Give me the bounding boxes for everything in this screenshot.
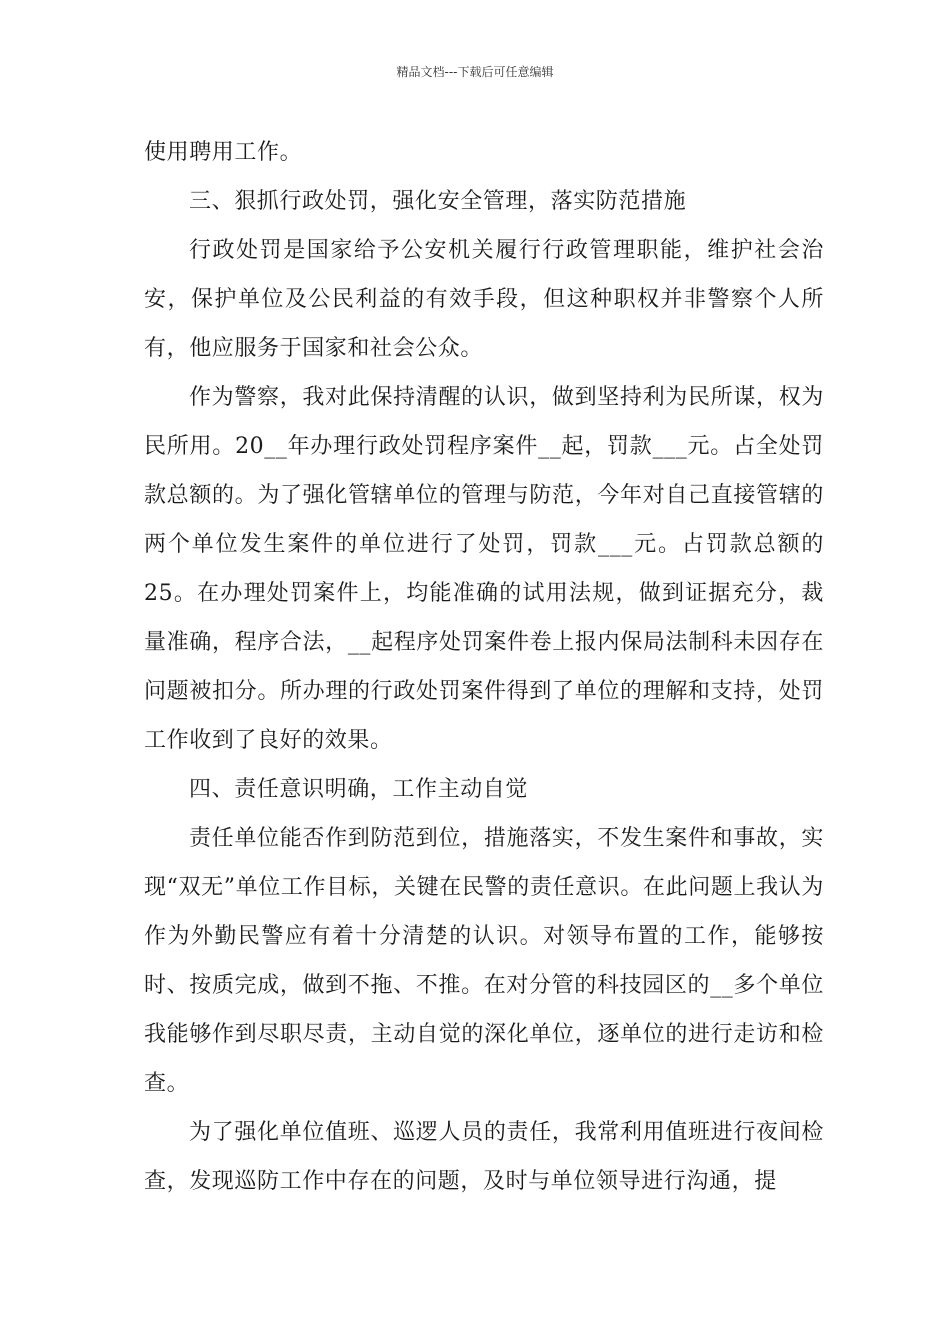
paragraph-continuation: 使用聘用工作。 bbox=[144, 140, 303, 165]
paragraph: 为了强化单位值班、巡逻人员的责任，我常利用值班进行夜间检查，发现巡防工作中存在的问题，及时与单位领导进行沟通，提 bbox=[144, 1120, 824, 1194]
page-header: 精品文档---下载后可任意编辑 bbox=[396, 65, 554, 79]
section-heading-3: 三、狠抓行政处罚，强化安全管理，落实防范措施 bbox=[189, 189, 687, 214]
paragraph: 行政处罚是国家给予公安机关履行行政管理职能，维护社会治安，保护单位及公民利益的有效手段，但这种职权并非警察个人所有，他应服务于国家和社会公众。 bbox=[144, 238, 824, 361]
section-heading-4: 四、责任意识明确，工作主动自觉 bbox=[189, 777, 529, 802]
paragraph: 作为警察，我对此保持清醒的认识，做到坚持利为民所谋，权为民所用。20__年办理行政处罚程序案件__起，罚款___元。占全处罚款总额的。为了强化管辖单位的管理与防范，今年对自己直接管辖的两个单位发生案件的单位进行了处罚，罚款___元。占罚款总额的25。在办理处罚案件上，均能准确的试用法规，做到证据充分，裁量准确，程序合法，__起程序处罚案件卷上报内保局法制科未因存在问题被扣分。所办理的行政处罚案件得到了单位的理解和支持，处罚工作收到了良好的效果。 bbox=[144, 385, 824, 753]
paragraph: 责任单位能否作到防范到位，措施落实，不发生案件和事故，实现“双无”单位工作目标，关键在民警的责任意识。在此问题上我认为作为外勤民警应有着十分清楚的认识。对领导布置的工作，能够按时、按质完成，做到不拖、不推。在对分管的科技园区的__多个单位我能够作到尽职尽责，主动自觉的深化单位，逐单位的进行走访和检查。 bbox=[144, 826, 824, 1096]
document-body bbox=[144, 128, 824, 1206]
